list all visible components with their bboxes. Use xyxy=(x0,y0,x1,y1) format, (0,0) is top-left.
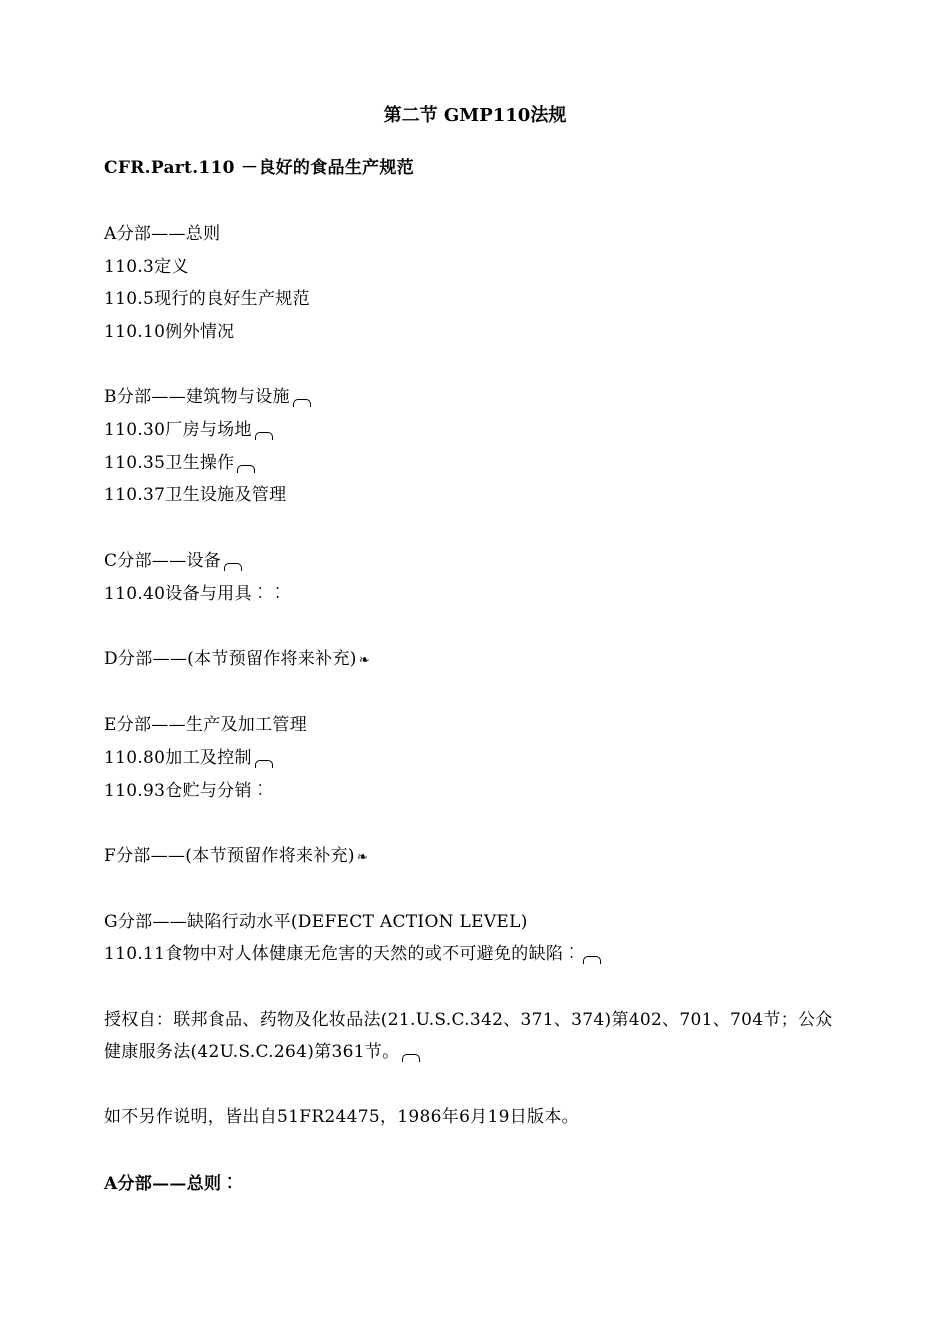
paragraph-mark-icon xyxy=(402,1054,420,1062)
document-subtitle: CFR.Part.110 －良好的食品生产规范 xyxy=(104,158,415,178)
toc-b-item-2-line xyxy=(104,451,255,475)
toc-g-item-1-line xyxy=(104,942,601,966)
paragraph-mark-icon xyxy=(237,465,255,473)
paragraph-mark-icon xyxy=(583,956,601,964)
section-a-heading: A分部——总则︰ xyxy=(104,1174,239,1194)
toc-e-header: E分部——生产及加工管理 xyxy=(104,715,308,735)
toc-d-header: D分部——(本节预留作将来补充) xyxy=(104,649,357,669)
toc-e-item-2: 110.93仓贮与分销︰ xyxy=(104,781,270,801)
toc-b-item-2: 110.35卫生操作 xyxy=(104,453,235,473)
toc-e-item-1: 110.80加工及控制 xyxy=(104,748,252,768)
paragraph-mark-icon xyxy=(255,432,273,440)
toc-f-header-line xyxy=(104,844,368,870)
page-title: 第二节 GMP110法规 xyxy=(383,105,567,126)
squiggle-mark-icon: ❧ xyxy=(358,653,370,668)
toc-b-item-3: 110.37卫生设施及管理 xyxy=(104,485,287,505)
toc-b-item-1: 110.30厂房与场地 xyxy=(104,420,252,440)
squiggle-mark-icon: ❧ xyxy=(356,850,369,865)
toc-a-item-1: 110.3定义 xyxy=(104,257,189,277)
toc-a-item-2: 110.5现行的良好生产规范 xyxy=(104,289,310,309)
toc-a-header: A分部——总则 xyxy=(104,224,221,244)
paragraph-mark-icon xyxy=(293,399,311,407)
toc-b-item-1-line xyxy=(104,418,273,442)
toc-b-header-line xyxy=(104,385,311,409)
authority-text: 授权自：联邦食品、药物及化妆品法(21.U.S.C.342、371、374)第402、701、704节；公众健康服务法(42U.S.C.264)第361节。 xyxy=(104,1010,833,1062)
toc-c-header-line xyxy=(104,549,242,573)
authority-paragraph xyxy=(104,1004,849,1068)
toc-e-item-1-line xyxy=(104,746,273,770)
toc-b-header: B分部——建筑物与设施 xyxy=(104,387,290,407)
toc-c-header: C分部——设备 xyxy=(104,551,222,571)
paragraph-mark-icon xyxy=(255,760,273,768)
toc-d-header-line xyxy=(104,647,370,673)
toc-a-item-3: 110.10例外情况 xyxy=(104,322,235,342)
toc-c-item-1: 110.40设备与用具︰︰ xyxy=(104,584,287,604)
toc-g-item-1: 110.11食物中对人体健康无危害的天然的或不可避免的缺陷︰ xyxy=(104,944,581,964)
paragraph-mark-icon xyxy=(224,563,242,571)
toc-g-header: G分部——缺陷行动水平(DEFECT ACTION LEVEL) xyxy=(104,912,528,932)
source-note: 如不另作说明，皆出自51FR24475，1986年6月19日版本。 xyxy=(104,1107,579,1127)
toc-f-header: F分部——(本节预留作将来补充) xyxy=(104,846,355,866)
